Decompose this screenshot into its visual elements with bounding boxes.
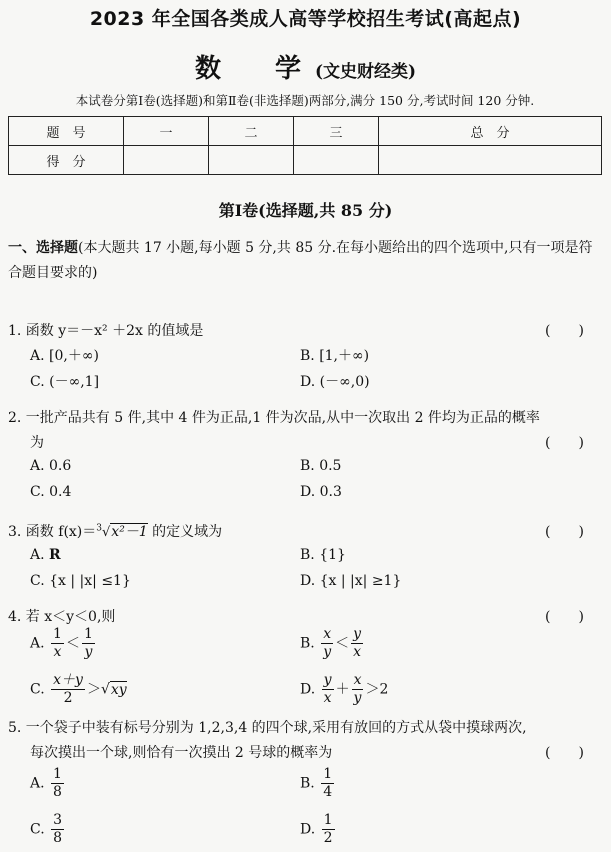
- q2-option-d: D. 0.3: [300, 484, 342, 500]
- q4-option-a-letter: A.: [30, 635, 45, 652]
- q4-a-frac1: $\frac{1}{x}$: [53, 626, 62, 660]
- q3-stem: 3. 函数 f(x)＝$^3$√x²－1 的定义域为: [8, 523, 223, 540]
- q3-option-c: C. {x | |x| ≤1}: [30, 573, 131, 589]
- q2-answer-blank[interactable]: ( ): [545, 435, 584, 451]
- score-input-part3[interactable]: [294, 146, 379, 175]
- instructions-heading: 一、选择题: [8, 240, 78, 256]
- q3-answer-blank[interactable]: ( ): [545, 524, 584, 540]
- q5-stem-line2: 每次摸出一个球,则恰有一次摸出 2 号球的概率为: [30, 745, 333, 761]
- q5-option-d: [300, 812, 337, 847]
- q4-b-frac2: $\frac{y}{x}$: [353, 626, 362, 660]
- q3-radicand: x²－1: [111, 524, 148, 540]
- q5-option-a: [30, 766, 66, 801]
- score-input-total[interactable]: [379, 146, 602, 175]
- q2-option-b: B. 0.5: [300, 458, 342, 474]
- score-table: [8, 116, 602, 175]
- q5-a-frac: $\frac{1}{8}$: [53, 766, 62, 800]
- score-table-score-row: [9, 146, 602, 175]
- score-cell-total: 总 分: [379, 117, 602, 146]
- score-input-part2[interactable]: [209, 146, 294, 175]
- q3-option-a-letter: A.: [30, 547, 50, 563]
- q4-d-frac2: $\frac{x}{y}$: [353, 672, 362, 706]
- q3-option-b: B. {1}: [300, 547, 346, 563]
- q1-option-b: B. [1,＋∞): [300, 348, 370, 364]
- q1-option-c: C. (－∞,1]: [30, 374, 100, 390]
- q2-option-a: A. 0.6: [30, 458, 72, 474]
- exam-title: 2023 年全国各类成人高等学校招生考试(高起点): [89, 8, 522, 30]
- q4-c-frac: $\frac{x+y}{2}$: [53, 672, 83, 706]
- score-cell-part3: 三: [294, 117, 379, 146]
- q4-option-b-letter: B.: [300, 635, 315, 652]
- q1-option-a: A. [0,＋∞): [30, 348, 99, 364]
- q4-a-frac2: $\frac{1}{y}$: [83, 626, 93, 660]
- q4-option-c-letter: C.: [30, 681, 45, 698]
- score-cell-part2: 二: [209, 117, 294, 146]
- q5-option-b: [300, 766, 336, 801]
- q2-option-c: C. 0.4: [30, 484, 72, 500]
- q5-d-frac: $\frac{1}{2}$: [323, 812, 333, 846]
- q2-stem-line1: 2. 一批产品共有 5 件,其中 4 件为正品,1 件为次品,从中一次取出 2 件均为正品的概率: [8, 410, 540, 426]
- section-instructions: [8, 236, 603, 286]
- q3-option-a-value: R: [49, 547, 61, 563]
- q5-option-b-letter: B.: [300, 775, 315, 792]
- q5-b-frac: $\frac{1}{4}$: [323, 766, 333, 800]
- q4-option-d-letter: D.: [300, 681, 316, 698]
- q4-c-radicand: xy: [110, 681, 127, 698]
- score-row-label: 得 分: [9, 146, 124, 175]
- q5-answer-blank[interactable]: ( ): [545, 745, 584, 761]
- q4-d-frac1: $\frac{y}{x}$: [323, 672, 332, 706]
- q4-option-b: B. $\frac{x}{y}$ ＜ $\frac{y}{x}$: [300, 626, 362, 660]
- q1-stem: 1. 函数 y＝－x² ＋2x 的值域是: [8, 323, 204, 339]
- score-table-header-row: [9, 117, 602, 146]
- subject-name: 数 学: [194, 54, 315, 84]
- q5-option-a-letter: A.: [30, 775, 45, 792]
- subject-heading: [0, 48, 611, 85]
- q2-stem-line2: 为: [30, 435, 44, 451]
- q4-option-d: D. $\frac{y}{x}$ ＋ $\frac{x}{y}$ ＞2: [300, 672, 389, 706]
- q4-b-frac1: $\frac{x}{y}$: [323, 626, 332, 660]
- q5-option-c-letter: C.: [30, 821, 45, 838]
- q3-root-index: 3: [96, 523, 102, 534]
- score-input-part1[interactable]: [124, 146, 209, 175]
- q5-option-c: [30, 812, 66, 847]
- exam-note: 本试卷分第Ⅰ卷(选择题)和第Ⅱ卷(非选择题)两部分,满分 150 分,考试时间 120 分钟.: [75, 93, 535, 108]
- q5-option-d-letter: D.: [300, 821, 316, 838]
- score-cell-label: 题 号: [9, 117, 124, 146]
- q3-option-d: D. {x | |x| ≥1}: [300, 573, 402, 589]
- q4-option-a: A. $\frac{1}{x}$ ＜ $\frac{1}{y}$: [30, 626, 93, 660]
- q1-answer-blank[interactable]: ( ): [545, 323, 584, 339]
- instructions-text: (本大题共 17 小题,每小题 5 分,共 85 分.在每小题给出的四个选项中,只有一项是符合题目要求的): [8, 240, 593, 281]
- q3-option-a: [30, 547, 61, 563]
- subject-category: (文史财经类): [314, 62, 417, 82]
- q3-stem-suffix: 的定义域为: [147, 524, 223, 540]
- q4-option-c: C. $\frac{x+y}{2}$ ＞√xy: [30, 672, 127, 706]
- q4-stem: 4. 若 x＜y＜0,则: [8, 609, 116, 625]
- q1-option-d: D. (－∞,0): [300, 374, 370, 390]
- q5-stem-line1: 5. 一个袋子中装有标号分别为 1,2,3,4 的四个球,采用有放回的方式从袋中摸球两次,: [8, 720, 527, 736]
- q5-c-frac: $\frac{3}{8}$: [53, 812, 63, 846]
- q3-stem-prefix: 3. 函数 f(x)＝: [8, 524, 97, 540]
- section-title: 第Ⅰ卷(选择题,共 85 分): [218, 201, 393, 220]
- score-cell-part1: 一: [124, 117, 209, 146]
- q4-answer-blank[interactable]: ( ): [545, 609, 584, 625]
